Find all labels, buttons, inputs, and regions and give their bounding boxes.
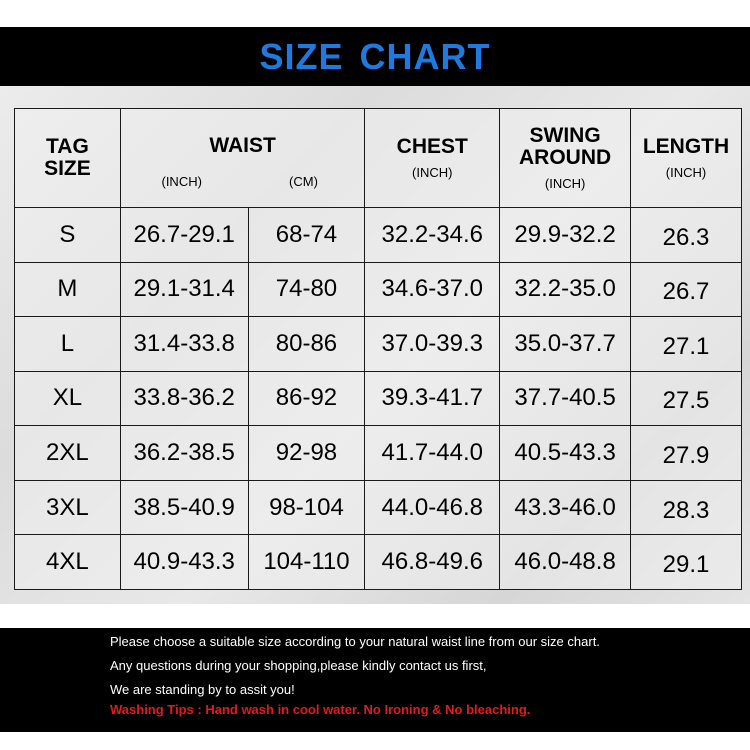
cell-length: 27.9 — [631, 426, 742, 481]
header-chest-unit: (INCH) — [412, 165, 453, 180]
cell-waist-cm: 92-98 — [248, 426, 365, 481]
washing-tips: Washing Tips : Hand wash in cool water. No Ironing & No bleaching. — [110, 702, 531, 717]
cell-length: 28.3 — [631, 480, 742, 535]
header-waist-label: WAIST — [209, 134, 276, 157]
cell-swing: 35.0-37.7 — [500, 317, 631, 372]
cell-waist-inch: 26.7-29.1 — [120, 208, 248, 263]
table-row — [15, 535, 742, 590]
cell-waist-cm: 98-104 — [248, 480, 365, 535]
cell-chest: 37.0-39.3 — [365, 317, 500, 372]
cell-swing: 32.2-35.0 — [500, 262, 631, 317]
cell-swing: 40.5-43.3 — [500, 426, 631, 481]
header-waist — [120, 109, 365, 208]
cell-waist-cm: 86-92 — [248, 371, 365, 426]
table-row — [15, 371, 742, 426]
title-word-chart: CHART — [359, 36, 491, 77]
cell-chest: 34.6-37.0 — [365, 262, 500, 317]
header-swing-around — [500, 109, 631, 208]
notes-bar — [0, 628, 750, 732]
cell-waist-inch: 38.5-40.9 — [120, 480, 248, 535]
cell-waist-cm: 74-80 — [248, 262, 365, 317]
cell-waist-inch: 31.4-33.8 — [120, 317, 248, 372]
table-row — [15, 262, 742, 317]
cell-chest: 46.8-49.6 — [365, 535, 500, 590]
cell-length: 27.5 — [631, 371, 742, 426]
cell-swing: 29.9-32.2 — [500, 208, 631, 263]
title-word-size: SIZE — [259, 36, 344, 77]
cell-waist-inch: 29.1-31.4 — [120, 262, 248, 317]
header-waist-unit-cm: (CM) — [289, 174, 318, 190]
cell-waist-inch: 33.8-36.2 — [120, 371, 248, 426]
cell-length: 27.1 — [631, 317, 742, 372]
cell-size: 2XL — [15, 426, 121, 481]
cell-size: L — [15, 317, 121, 372]
cell-size: M — [15, 262, 121, 317]
cell-size: XL — [15, 371, 121, 426]
cell-swing: 43.3-46.0 — [500, 480, 631, 535]
cell-size: S — [15, 208, 121, 263]
table-row — [15, 317, 742, 372]
table-row — [15, 426, 742, 481]
page-title — [0, 27, 750, 86]
size-table — [14, 108, 742, 590]
table-row — [15, 208, 742, 263]
size-chart-area — [0, 86, 750, 604]
header-tag-size — [15, 109, 121, 208]
header-chest-label: CHEST — [396, 135, 468, 158]
header-length — [631, 109, 742, 208]
header-waist-unit-inch: (INCH) — [161, 174, 202, 190]
cell-chest: 39.3-41.7 — [365, 371, 500, 426]
cell-waist-inch: 40.9-43.3 — [120, 535, 248, 590]
cell-swing: 46.0-48.8 — [500, 535, 631, 590]
header-chest — [365, 109, 500, 208]
cell-waist-cm: 80-86 — [248, 317, 365, 372]
header-swing-unit: (INCH) — [544, 176, 586, 191]
cell-chest: 32.2-34.6 — [365, 208, 500, 263]
cell-waist-cm: 104-110 — [248, 535, 365, 590]
cell-chest: 44.0-46.8 — [365, 480, 500, 535]
header-tag-line2: SIZE — [44, 157, 91, 180]
cell-length: 26.3 — [631, 208, 742, 263]
cell-size: 3XL — [15, 480, 121, 535]
header-length-label: LENGTH — [642, 135, 730, 158]
cell-chest: 41.7-44.0 — [365, 426, 500, 481]
cell-waist-inch: 36.2-38.5 — [120, 426, 248, 481]
cell-size: 4XL — [15, 535, 121, 590]
header-swing-line1: SWING — [529, 124, 601, 147]
header-tag-line1: TAG — [46, 135, 89, 158]
table-header-row — [15, 109, 742, 208]
note-choose-size: Please choose a suitable size according to your natural waist line from our size chart. — [110, 634, 600, 649]
cell-length: 26.7 — [631, 262, 742, 317]
table-row — [15, 480, 742, 535]
cell-length: 29.1 — [631, 535, 742, 590]
header-length-unit: (INCH) — [665, 165, 707, 180]
header-swing-line2: AROUND — [519, 146, 612, 169]
title-bar — [0, 27, 750, 86]
cell-swing: 37.7-40.5 — [500, 371, 631, 426]
cell-waist-cm: 68-74 — [248, 208, 365, 263]
note-questions: Any questions during your shopping,please kindly contact us first, — [110, 658, 487, 673]
note-standing-by: We are standing by to assit you! — [110, 682, 295, 697]
